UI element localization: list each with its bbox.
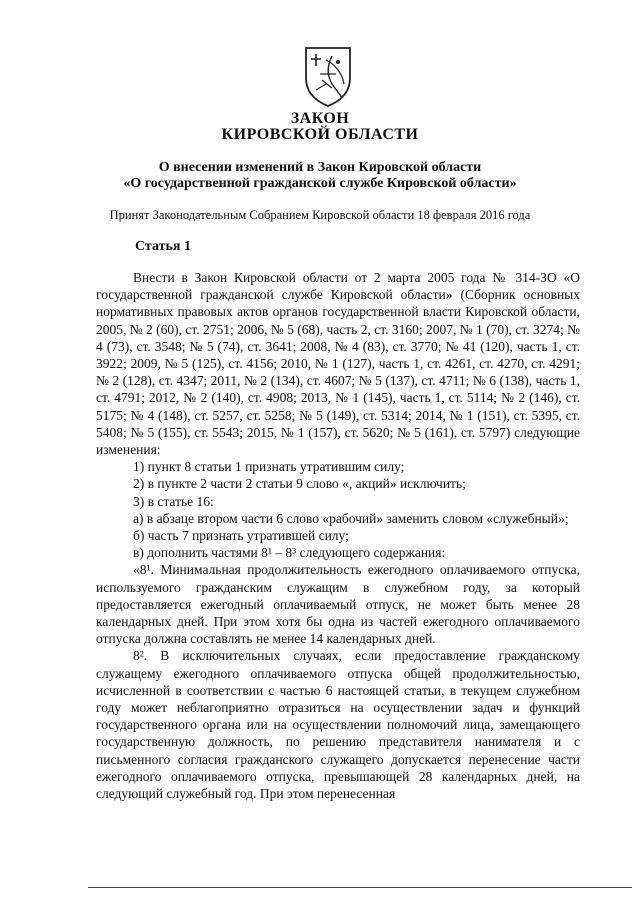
law-title: ЗАКОН (290, 110, 350, 127)
region-title: КИРОВСКОЙ ОБЛАСТИ (221, 126, 419, 143)
coat-of-arms-icon (302, 44, 354, 108)
article-heading: Статья 1 (135, 239, 191, 254)
law-subject-line1: О внесении изменений в Закон Кировской области (158, 160, 482, 175)
article-body (96, 269, 580, 802)
paragraph: 3) в статье 16: (133, 493, 214, 509)
paragraph: в) дополнить частями 8¹ – 8³ следующего содержания: (133, 545, 446, 561)
paragraph: Внести в Закон Кировской области от 2 марта 2005 года № 314-ЗО «О государственной гражданской службе Кировской области» (Сборник основных нормативных правовых актов органов государственной власти Кировской области, 2005, № 2 (60), ст. 2751; 2006, № 5 (68), часть 2, ст. 3160; 2007, № 1 (70), ст. 3274; № 4 (73), ст. 3548; № 5 (74), ст. 3641; 2008, № 4 (83), ст. 3770; № 41 (120), часть 1, ст. 3922; 2009, № 5 (125), ст. 4156; 2010, № 1 (127), часть 1, ст. 4261, ст. 4270, ст. 4291; № 2 (128), ст. 4347; 2011, № 2 (134), ст. 4607; № 5 (137), ст. 4711; № 6 (138), часть 1, ст. 4791; 2012, № 2 (140), ст. 4908; 2013, № 1 (145), часть 1, ст. 5114; № 2 (146), ст. 5175; № 4 (148), ст. 5257, ст. 5258; № 5 (149), ст. 5314; 2014, № 1 (151), ст. 5395, ст. 5408; № 5 (155), ст. 5543; 2015, № 1 (157), ст. 5620; № 5 (161), ст. 5797) следующие изменения: (96, 270, 580, 458)
paragraph: а) в абзаце втором части 6 слово «рабочий» заменить словом «служебный»; (133, 510, 569, 526)
adoption-note: Принят Законодательным Собранием Кировской области 18 февраля 2016 года (109, 208, 531, 222)
paragraph: б) часть 7 признать утратившей силу; (133, 528, 349, 544)
paragraph: 8². В исключительных случаях, если предоставление гражданскому служащему ежегодного оплачиваемого отпуска общей продолжительностью, исчисленной в соответствии с частью 6 настоящей статьи, в текущем служебном году может неблагоприятно отразиться на осуществлении задач и функций государственного органа или на осуществлении полномочий лица, замещающего государственную должность, по решению представителя нанимателя и с письменного согласия гражданского служащего допускается перенесение части ежегодного оплачиваемого отпуска, превышающей 28 календарных дней, на следующий служебный год. При этом перенесенная (96, 648, 580, 802)
paragraph: «8¹. Минимальная продолжительность ежегодного оплачиваемого отпуска, используемого гражданским служащим в служебном году, за который предоставляется ежегодный оплачиваемый отпуск, не может быть менее 28 календарных дней. При этом хотя бы одна из частей ежегодного оплачиваемого отпуска должна составлять не менее 14 календарных дней. (96, 562, 580, 647)
page-bottom-rule (88, 887, 632, 888)
law-subject-line2: «О государственной гражданской службе Кировской области» (123, 176, 517, 191)
paragraph: 1) пункт 8 статьи 1 признать утратившим силу; (133, 459, 405, 475)
paragraph: 2) в пункте 2 части 2 статьи 9 слово «, акций» исключить; (133, 476, 466, 492)
